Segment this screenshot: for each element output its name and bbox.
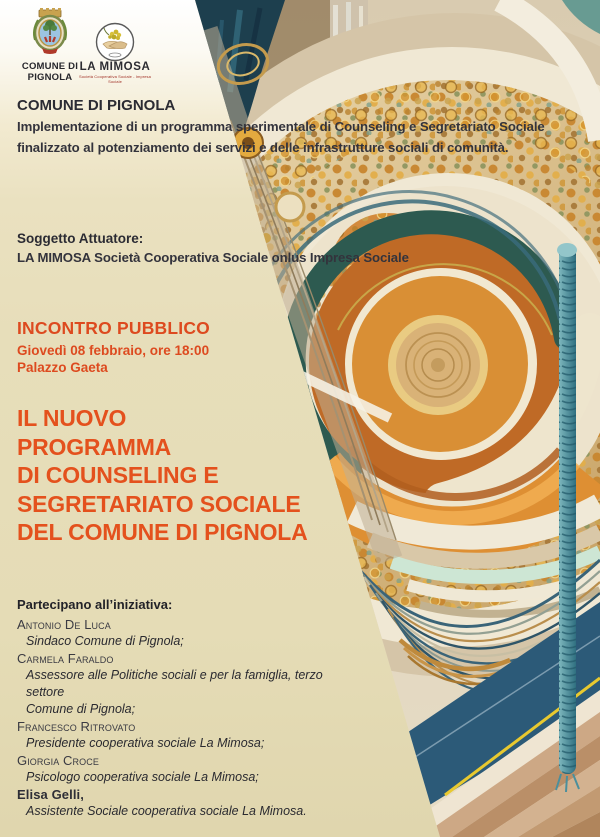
intro-line: programma sperimentale di	[160, 119, 332, 134]
participant-role: Assistente Sociale cooperativa sociale La Mimosa.	[26, 804, 307, 818]
mimosa-logo-label: LA MIMOSA	[79, 61, 151, 73]
attuatore-body	[17, 249, 409, 268]
participant-row	[17, 718, 362, 752]
attuatore-line: Sociale onlus Impresa Sociale	[222, 250, 409, 265]
participant-row	[17, 752, 362, 786]
participant-name: Carmela Faraldo	[17, 651, 114, 666]
participant-row	[17, 786, 362, 820]
mimosa-logo-subtitle: Società Cooperativa Sociale - Impresa Sociale	[79, 74, 151, 84]
intro-heading: COMUNE DI PIGNOLA	[17, 97, 176, 114]
comune-logo-label: COMUNE DI PIGNOLA	[21, 61, 79, 83]
participant-name: Giorgia Croce	[17, 753, 99, 768]
participants-section	[17, 597, 362, 820]
main-title-line: SEGRETARIATO SOCIALE	[17, 490, 301, 517]
poster-main-title	[17, 404, 308, 547]
intro-line: Implementazione di un	[17, 119, 158, 134]
intro-line: di comunità.	[431, 139, 509, 155]
participant-role: Comune di Pignola;	[26, 702, 136, 716]
participant-name: Francesco Ritrovato	[17, 719, 136, 734]
event-location: Palazzo Gaeta	[17, 360, 108, 375]
main-title-line: DI COUNSELING E	[17, 462, 219, 488]
intro-description	[17, 117, 600, 159]
participants-heading: Partecipano all’iniziativa:	[17, 597, 173, 612]
main-title-line: DEL COMUNE DI PIGNOLA	[17, 519, 308, 545]
participant-row	[17, 616, 362, 650]
main-title-line: PROGRAMMA	[17, 433, 172, 460]
participant-name: Antonio De Luca	[17, 617, 111, 632]
intro-line: finalizzato al potenziamento dei	[17, 139, 212, 155]
event-datetime: Giovedì 08 febbraio, ore 18:00	[17, 343, 210, 358]
participant-role: Psicologo cooperativa sociale La Mimosa;	[26, 770, 259, 784]
attuatore-line: LA MIMOSA Società Cooperativa	[17, 250, 220, 265]
participant-role: Presidente cooperativa sociale La Mimosa;	[26, 736, 265, 750]
mimosa-logo-icon	[95, 22, 135, 62]
intro-line: Counseling e Segretariato Sociale	[334, 119, 545, 134]
participant-role: Assessore alle Politiche sociali e per la famiglia, terzo settore	[26, 668, 323, 699]
participant-row	[17, 650, 362, 718]
event-title: INCONTRO PUBBLICO	[17, 318, 210, 338]
participant-role: Sindaco Comune di Pignola;	[26, 634, 184, 648]
comune-coat-of-arms-icon	[26, 8, 74, 60]
attuatore-heading: Soggetto Attuatore:	[17, 231, 144, 246]
participant-name: Elisa Gelli,	[17, 787, 84, 802]
main-title-line: IL NUOVO	[17, 405, 127, 431]
intro-line: servizi e delle infrastrutture sociali	[215, 139, 429, 155]
